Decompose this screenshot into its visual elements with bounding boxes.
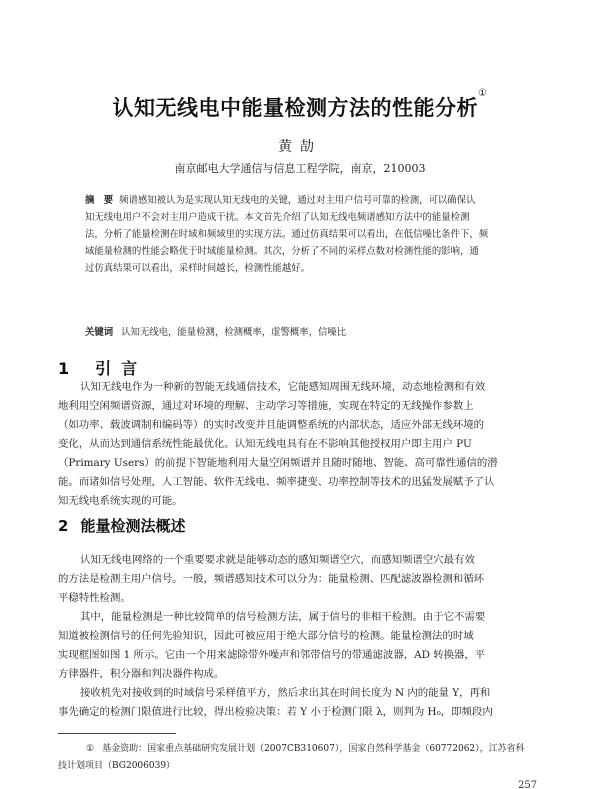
footnote-line: 技计划项目（BG2006039） xyxy=(58,761,176,771)
body-line: 的方法是检测主用户信号。一般，频谱感知技术可以分为：能量检测、匹配滤波器检测和循环 xyxy=(58,573,485,585)
body-line: 实现框图如图 1 所示。它由一个用来滤除带外噪声和邻带信号的带通滤波器，AD 转换器，平 xyxy=(58,649,486,661)
body-line: 平稳特性检测。 xyxy=(58,592,131,604)
abstract-line: 过仿真结果可以看出，采样时间越长，检测性能越好。 xyxy=(85,263,311,274)
body-line: 知无线电系统实现的可能。 xyxy=(58,495,183,507)
author-name: 黄劼 xyxy=(278,139,322,155)
paper-title xyxy=(60,88,540,122)
abstract-block xyxy=(85,192,527,277)
footnote-divider xyxy=(58,733,176,734)
abstract-line: 域能量检测的性能会略优于时域能量检测。其次，分析了不同的采样点数对检测性能的影响，通 xyxy=(85,246,479,257)
abstract-line: 法，分析了能量检测在时域和频域里的实现方法。通过仿真结果可以看出，在低信噪比条件下，频 xyxy=(85,229,489,240)
section-2-heading xyxy=(58,515,185,536)
section-number: 1 xyxy=(58,359,72,378)
body-line: 方律器件，积分器和判决器件构成。 xyxy=(58,668,225,680)
abstract-label: 摘 要 xyxy=(85,195,114,206)
keywords-label: 关键词 xyxy=(85,327,114,338)
abstract-line: 知无线电用户不会对主用户造成干扰。本文首先介绍了认知无线电频谱感知方法中的能量检测 xyxy=(85,212,470,223)
title-footnote-mark: ① xyxy=(478,88,488,99)
section-2-body xyxy=(58,551,544,722)
footnote xyxy=(58,741,546,775)
footnote-line: ① 基金资助：国家重点基础研究发展计划（2007CB310607），国家自然科学基金（60772062），江苏省科 xyxy=(86,744,525,754)
author-affiliation: 南京邮电大学通信与信息工程学院，南京，210003 xyxy=(174,162,426,175)
body-line: 认知无线电作为一种新的智能无线通信技术，它能感知周围无线环境，动态地检测和有效 xyxy=(80,381,486,393)
section-1-body xyxy=(58,378,544,511)
page-number: 257 xyxy=(518,780,538,789)
body-line: （如功率、载波调制和编码等）的实时改变并且能调整系统的内部状态，适应外部无线环境的 xyxy=(58,419,485,431)
body-line: 能。而诸如信号处理，人工智能、软件无线电、频率捷变、功率控制等技术的迅猛发展赋予了认 xyxy=(58,476,495,488)
body-line: 知道被检测信号的任何先验知识，因此可被应用于绝大部分信号的检测。能量检测法的时域 xyxy=(58,630,474,642)
body-line: 事先确定的检测门限值进行比较，得出检验决策：若 Y 小于检测门限 λ，则判为 H₀，即频段内 xyxy=(58,706,493,718)
body-line: 地利用空闲频谱资源，通过对环境的理解、主动学习等措施，实现在特定的无线操作参数上 xyxy=(58,400,474,412)
body-line: 其中，能量检测是一种比较简单的信号检测方法，属于信号的非相干检测。由于它不需要 xyxy=(80,611,486,623)
keywords-block xyxy=(85,324,527,338)
section-title: 引言 xyxy=(95,359,148,378)
section-number: 2 xyxy=(58,517,69,535)
section-title: 能量检测法概述 xyxy=(80,517,186,535)
body-line: 变化，从而达到通信系统性能最优化。认知无线电具有在不影响其他授权用户即主用户 PU xyxy=(58,438,472,450)
body-line: 接收机先对接收到的时域信号采样值平方，然后求出其在时间长度为 N 内的能量 Y，再和 xyxy=(80,687,491,699)
footnote-mark: ① xyxy=(86,744,95,754)
section-1-heading xyxy=(58,356,147,379)
body-line: 认知无线电网络的一个重要要求就是能够动态的感知频谱空穴，而感知频谱空穴最有效 xyxy=(80,554,475,566)
abstract-line: 摘 要 频谱感知被认为是实现认知无线电的关键，通过对主用户信号可靠的检测，可以确保认 xyxy=(85,195,476,206)
title-text: 认知无线电中能量检测方法的性能分析 xyxy=(112,96,479,120)
body-line: （Primary Users）的前提下智能地利用大量空闲频谱并且随时随地、智能、高可靠性通信的潜 xyxy=(58,457,498,469)
keywords-text: 认知无线电，能量检测，检测概率，虚警概率，信噪比 xyxy=(121,327,347,338)
